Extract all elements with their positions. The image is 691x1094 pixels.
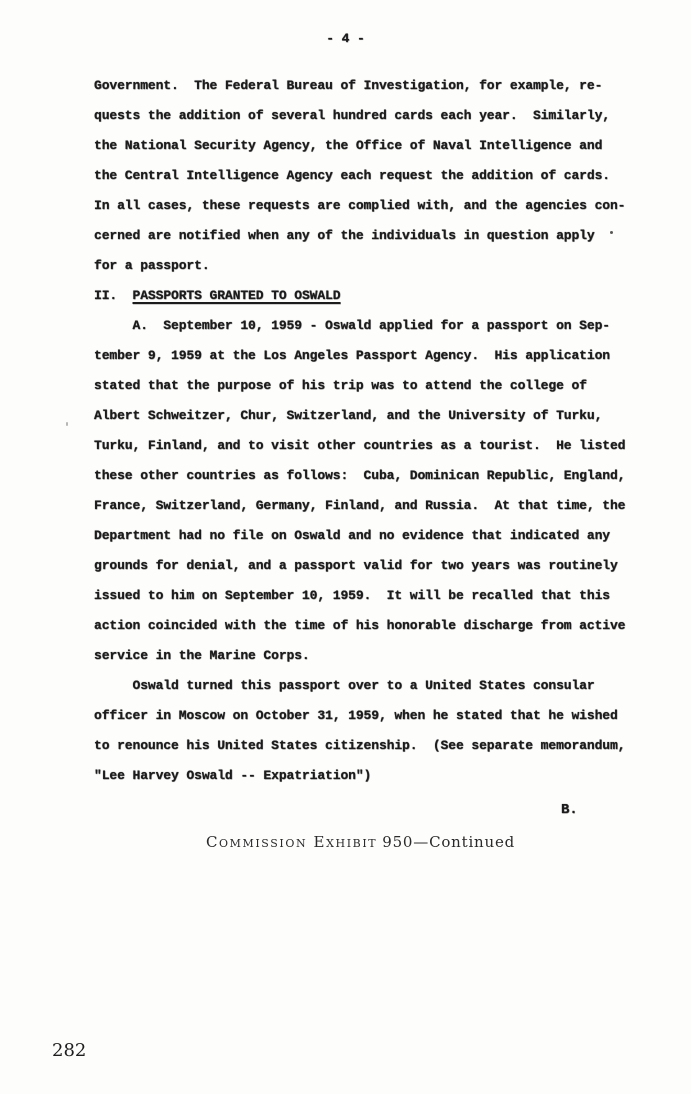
exhibit-caption-number: 950—Continued xyxy=(382,833,516,851)
scan-speck xyxy=(66,422,68,426)
annotation-letter-b: B. xyxy=(561,802,578,818)
document-line: Turku, Finland, and to visit other countries as a tourist. He listed xyxy=(94,438,626,453)
page-number: 282 xyxy=(52,1040,87,1061)
document-line: for a passport. xyxy=(94,258,210,273)
document-line: to renounce his United States citizenship. (See separate memorandum, xyxy=(94,738,626,753)
document-line: Department had no file on Oswald and no evidence that indicated any xyxy=(94,528,610,543)
paragraph-block-top xyxy=(94,71,639,281)
document-line: "Lee Harvey Oswald -- Expatriation") xyxy=(94,768,372,783)
document-line: stated that the purpose of his trip was to attend the college of xyxy=(94,378,587,393)
paragraph-block-bottom xyxy=(94,311,639,791)
document-line: Government. The Federal Bureau of Investigation, for example, re- xyxy=(94,78,603,93)
document-line: the Central Intelligence Agency each request the addition of cards. xyxy=(94,168,610,183)
section-heading-title: PASSPORTS GRANTED TO OSWALD xyxy=(132,288,341,303)
scan-speck xyxy=(610,231,613,234)
document-line: In all cases, these requests are complied with, and the agencies con- xyxy=(94,198,626,213)
section-heading-number: II. xyxy=(94,288,133,303)
document-line: issued to him on September 10, 1959. It will be recalled that this xyxy=(94,588,610,603)
section-heading xyxy=(94,281,639,311)
document-line: Albert Schweitzer, Chur, Switzerland, and the University of Turku, xyxy=(94,408,603,423)
exhibit-caption xyxy=(30,833,691,851)
document-line: grounds for denial, and a passport valid for two years was routinely xyxy=(94,558,618,573)
document-line: officer in Moscow on October 31, 1959, when he stated that he wished xyxy=(94,708,618,723)
exhibit-caption-title: Commission Exhibit xyxy=(205,833,378,851)
document-line: France, Switzerland, Germany, Finland, and Russia. At that time, the xyxy=(94,498,626,513)
document-line: quests the addition of several hundred cards each year. Similarly, xyxy=(94,108,610,123)
document-line: Oswald turned this passport over to a United States consular xyxy=(94,678,595,693)
document-line: service in the Marine Corps. xyxy=(94,648,310,663)
page-header-number: - 4 - xyxy=(326,31,365,46)
document-line: A. September 10, 1959 - Oswald applied for a passport on Sep- xyxy=(94,318,610,333)
document-line: these other countries as follows: Cuba, Dominican Republic, England, xyxy=(94,468,626,483)
document-line: tember 9, 1959 at the Los Angeles Passport Agency. His application xyxy=(94,348,610,363)
document-line: cerned are notified when any of the individuals in question apply xyxy=(94,228,595,243)
document-line: action coincided with the time of his honorable discharge from active xyxy=(94,618,626,633)
document-body xyxy=(94,71,639,791)
document-line: the National Security Agency, the Office of Naval Intelligence and xyxy=(94,138,603,153)
